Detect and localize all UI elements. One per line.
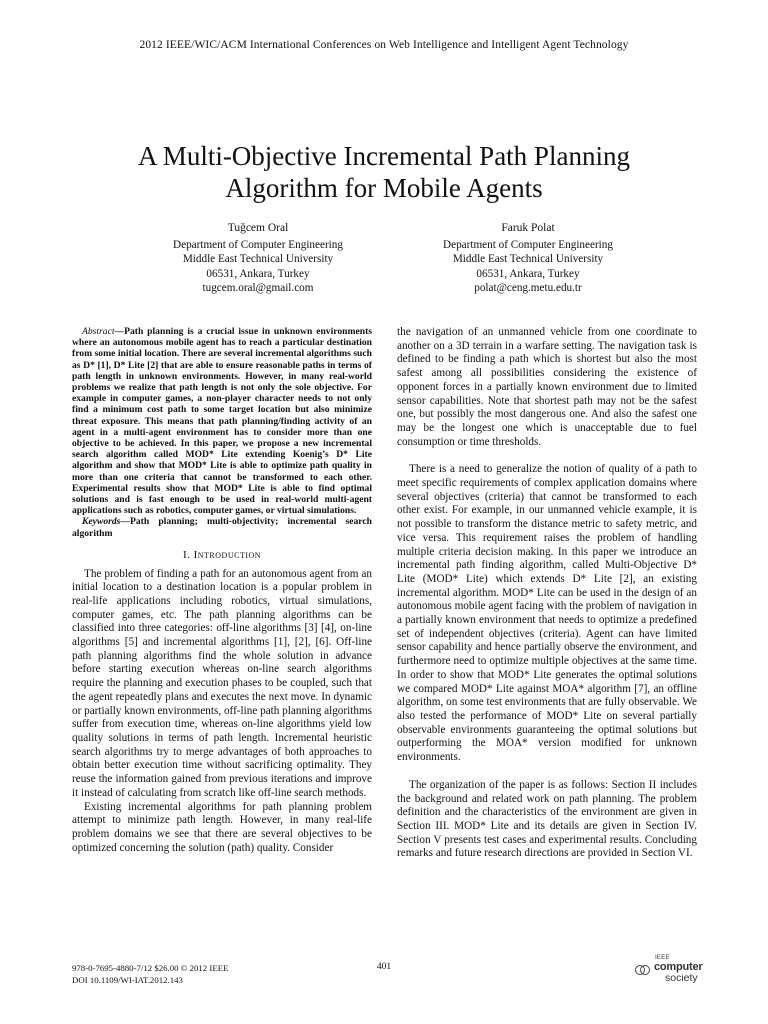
footer-isbn: 978-0-7695-4880-7/12 $26.00 © 2012 IEEE bbox=[72, 963, 229, 973]
title-line-2: Algorithm for Mobile Agents bbox=[225, 173, 543, 203]
author-univ: Middle East Technical University bbox=[452, 253, 604, 265]
computer-society-mark-icon bbox=[634, 964, 652, 976]
abstract-label: Abstract bbox=[82, 326, 115, 337]
computer-society-logo bbox=[612, 954, 712, 990]
conference-header: 2012 IEEE/WIC/ACM International Conferences on Web Intelligence and Intelligent Agent Technology bbox=[139, 39, 629, 51]
author-dept: Department of Computer Engineering bbox=[173, 238, 343, 251]
abstract bbox=[72, 326, 372, 516]
paragraph: The problem of finding a path for an autonomous agent from an initial location to a destination location is a popular problem in real-life applications including robotics, virtual simulations, computer games, etc. The path planning algorithms can be classified into three categories: off-line algorithms [3] [4], on-line algorithms [5] and incremental algorithms [1], [2], [6]. Off-line path planning algorithms find the whole solution in advance before starting execution whereas on-line search algorithms require the planning and execution phases to be coupled, such that the agent repeatedly plans and executes the next move. In dynamic or partially known environments, off-line path planning algorithms suffer from execution time, whereas on-line algorithms yield low quality solutions in terms of path length. Incremental heuristic search algorithms try to merge advantages of both approaches to obtain better execution time without sacrificing optimality. They reuse the information gained from previous iterations and improve it instead of calculating from scratch like off-line search methods. bbox=[72, 567, 372, 799]
right-column bbox=[397, 326, 697, 875]
abstract-text: —Path planning is a crucial issue in unknown environments where an autonomous mobile agent has to reach a particular destination from some initial location. There are several incremental algorithms such as D* [1], D* Lite [2] that are able to ensure reasonable paths in terms of path length in unknown environments. However, in many real-world problems we realize that path length is not only the sole objective. For example in computer games, a non-player character needs to not only find a minimum cost path to some target location but also minimize threat exposure. This means that path planning/finding activity of an agent in a multi-agent environment has to consider more than one objective to be achieved. In this paper, we propose a new incremental search algorithm called MOD* Lite extending Koenig’s D* Lite algorithm and show that MOD* Lite is able to optimize path quality in more than one criteria that cannot be transformed to each other. Experimental results show that MOD* Lite is able to find optimal solutions and is fast enough to be used in real-world multi-agent applications such as robotics, computer games, or virtual simulations. bbox=[72, 326, 372, 517]
footer-citation bbox=[72, 962, 228, 986]
keywords-text: —Path planning; multi-objectivity; incremental search algorithm bbox=[72, 516, 372, 539]
author-name: Faruk Polat bbox=[501, 222, 555, 234]
section-number: I. bbox=[182, 548, 191, 561]
left-column bbox=[72, 326, 372, 855]
author-univ: Middle East Technical University bbox=[182, 253, 334, 265]
logo-ieee-text: IEEE bbox=[655, 954, 670, 961]
section-heading-introduction bbox=[72, 549, 372, 563]
author-addr: 06531, Ankara, Turkey bbox=[476, 267, 580, 280]
author-email: polat@ceng.metu.edu.tr bbox=[474, 282, 582, 294]
author-email: tugcem.oral@gmail.com bbox=[202, 282, 314, 294]
author-name: Tuğcem Oral bbox=[227, 222, 289, 234]
keywords-label: Keywords bbox=[82, 516, 121, 528]
paragraph: the navigation of an unmanned vehicle from one coordinate to another on a 3D terrain in a warfare setting. The navigation task is defined to be finding a path which is shortest but also the most safest among all possibilities considering the existence of opponent forces in a partially known environment due to limited sensor capabilities. Note that shortest path may not be the safest one, but possibly the most dangerous one. And also the safest one may be the longest one which is unacceptable due to fuel consumption or time thresholds. bbox=[397, 326, 697, 448]
section-title: Introduction bbox=[193, 548, 262, 561]
author-block bbox=[0, 221, 768, 301]
paper-title bbox=[0, 140, 768, 204]
author-2 bbox=[398, 221, 658, 296]
author-addr: 06531, Ankara, Turkey bbox=[206, 267, 310, 280]
keywords bbox=[72, 516, 372, 538]
logo-society-text: society bbox=[665, 972, 698, 984]
paragraph: There is a need to generalize the notion of quality of a path to meet specific requirements of complex application domains where several objectives (criteria) that cannot be transformed to each other exist. For example, in our unmanned vehicle example, it is not possible to transform the distance metric to safety metric, and vice versa. This requirement raises the problem of handling multiple criteria decision making. In this paper we introduce an incremental path finding algorithm, called Multi-Objective D* Lite (MOD* Lite) which extends D* Lite [2], an existing incremental algorithm. MOD* Lite can be used in the design of an autonomous mobile agent facing with the problem of navigation in a partially known environment that needs to optimize a predefined set of independent objectives (criteria). Agent can have limited sensor capability and hence partially observe the environment, and furthermore need to optimize multiple objectives at the same time. In order to show that MOD* Lite generates the optimal solutions we compared MOD* Lite against MOA* algorithm [7], an offline algorithm, on some test environments that are fully observable. We also tested the performance of MOD* Lite on several partially observable environments guaranteeing the optimal solutions but outperforming the MOA* version modified for unknown environments. bbox=[397, 463, 697, 764]
author-dept: Department of Computer Engineering bbox=[443, 238, 613, 251]
title-line-1: A Multi-Objective Incremental Path Planning bbox=[138, 141, 630, 171]
logo-computer-text: computer bbox=[654, 961, 703, 973]
footer-doi: DOI 10.1109/WI-IAT.2012.143 bbox=[72, 975, 183, 985]
paragraph: Existing incremental algorithms for path planning problem attempt to minimize path length. However, in many real-life problem domains we see that there are several objectives to be optimized concerning the solution (path) quality. Consider bbox=[72, 800, 372, 854]
page-number: 401 bbox=[376, 962, 392, 972]
paragraph: The organization of the paper is as follows: Section II includes the background and related work on path planning. The problem definition and the characteristics of the environment are given in Section III. MOD* Lite and its details are given in Section IV. Section V presents test cases and experimental results. Concluding remarks and future research directions are provided in Section VI. bbox=[397, 778, 697, 860]
author-1 bbox=[128, 221, 388, 296]
